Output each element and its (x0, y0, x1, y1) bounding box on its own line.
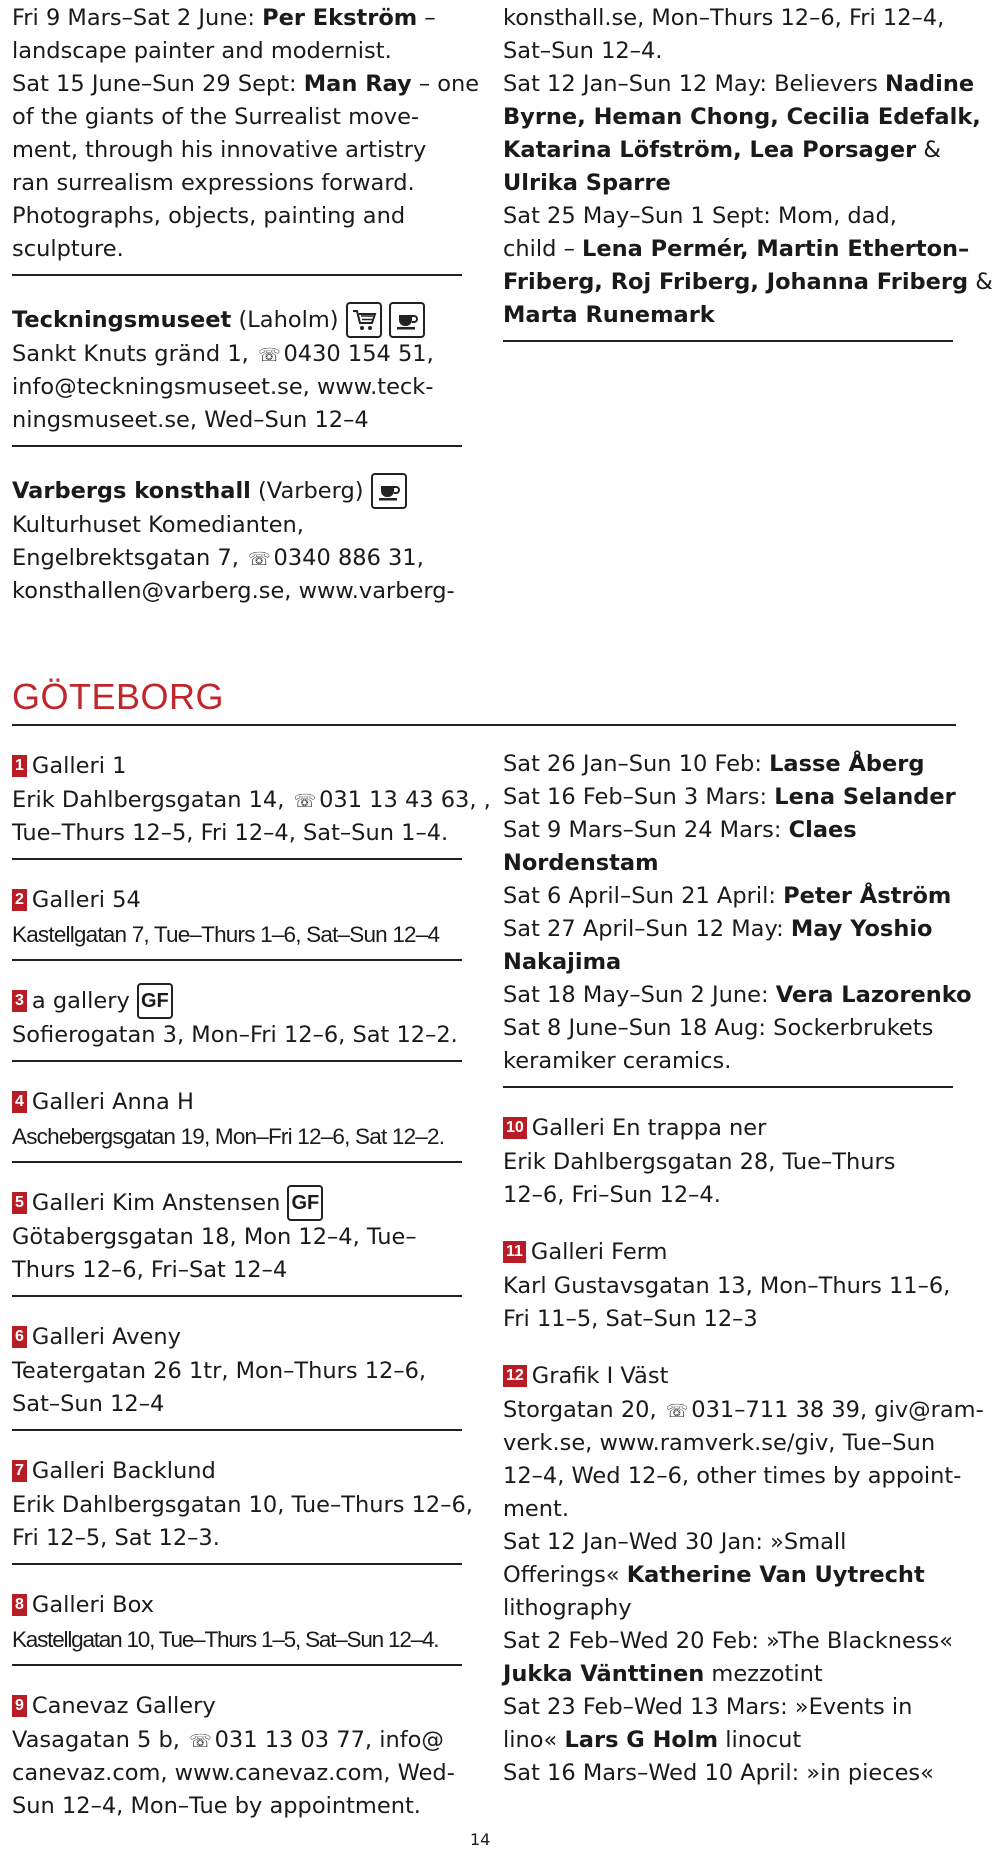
text-line (12, 2, 462, 35)
text-segment: & (968, 269, 993, 295)
text-segment: Sat 27 April–Sun 12 May: (503, 916, 791, 942)
artist-name: Per Ekström (262, 5, 418, 31)
text-segment: Thurs 12–6, Fri–Sat 12–4 (12, 1257, 288, 1283)
text-segment: Erik Dahlbergsgatan 28, Tue–Thurs (503, 1149, 896, 1175)
text-segment: ment, through his innovative artistry (12, 137, 427, 163)
artist-name: Vera Lazorenko (775, 982, 972, 1008)
gallery-heading (12, 882, 462, 918)
artist-name: Ulrika Sparre (503, 170, 671, 196)
text-segment: 0340 886 31, (273, 545, 424, 571)
text-segment: Sat 12 Jan–Sun 12 May: Believers (503, 71, 886, 97)
venue-name: Varbergs konsthall (12, 477, 251, 504)
gallery-number-badge: 8 (12, 1594, 27, 1616)
page-number: 14 (470, 1830, 491, 1849)
text-line (12, 1388, 462, 1421)
text-line (12, 1623, 462, 1656)
text-segment: Aschebergsgatan 19, Mon–Fri 12–6, Sat 12–2. (12, 1124, 445, 1149)
text-segment: info@teckningsmuseet.se, www.teck- (12, 374, 434, 400)
text-segment: Kastellgatan 10, Tue–Thurs 1–5, Sat–Sun 12–4. (12, 1627, 439, 1652)
gallery-entry (503, 1234, 953, 1358)
text-segment: Sat 8 June–Sun 18 Aug: Sockerbrukets (503, 1015, 934, 1041)
text-segment: Sat 25 May–Sun 1 Sept: Mom, dad, (503, 203, 897, 229)
text-line (503, 880, 953, 913)
gallery-entry (12, 983, 462, 1084)
text-line (503, 946, 953, 979)
text-line (503, 847, 953, 880)
varberg-exhibitions (503, 2, 993, 332)
text-line (503, 1658, 953, 1691)
gallery-name: Galleri Anna H (31, 1088, 194, 1115)
gallery-heading (12, 1084, 462, 1120)
teckningsmuseet-heading (12, 302, 462, 338)
text-line (503, 1146, 953, 1179)
gallery-heading (12, 1453, 462, 1489)
text-line (12, 1221, 462, 1254)
text-segment: canevaz.com, www.canevaz.com, Wed- (12, 1760, 455, 1786)
gallery-heading (503, 1358, 953, 1394)
text-segment: Erik Dahlbergsgatan 14, (12, 787, 292, 813)
text-line (503, 101, 981, 134)
gallery-heading (12, 1185, 462, 1221)
gallery-name: a gallery (31, 987, 130, 1014)
gallery-details (503, 1270, 953, 1336)
gallery-heading (12, 1587, 462, 1623)
text-line (503, 1303, 953, 1336)
gallery-number-badge: 4 (12, 1091, 27, 1113)
phone-icon: ☏ (257, 345, 281, 366)
gallery-heading (503, 1234, 953, 1270)
text-line (12, 404, 462, 437)
divider (503, 340, 953, 342)
text-segment: Kulturhuset Komedianten, (12, 512, 304, 538)
gallery-name: Galleri 1 (31, 752, 127, 779)
text-segment: Karl Gustavsgatan 13, Mon–Thurs 11–6, (503, 1273, 951, 1299)
text-line (503, 233, 970, 266)
artist-name: Nakajima (503, 949, 622, 975)
text-line (503, 1691, 953, 1724)
text-segment: linocut (718, 1727, 802, 1753)
gallery-number-badge: 11 (503, 1241, 526, 1263)
text-segment: 12–4, Wed 12–6, other times by appoint- (503, 1463, 962, 1489)
text-line (503, 1625, 953, 1658)
gallery-heading (12, 1319, 462, 1355)
venue-name: Teckningsmuseet (12, 306, 232, 333)
text-segment: Sat 16 Mars–Wed 10 April: »in pieces« (503, 1760, 934, 1786)
artist-name: Katarina Löfström, Lea Porsager (503, 137, 917, 163)
text-line (12, 167, 462, 200)
text-line (503, 1460, 962, 1493)
text-segment: Sat 15 June–Sun 29 Sept: (12, 71, 304, 97)
text-line (503, 1757, 953, 1790)
text-line (503, 1592, 953, 1625)
text-segment: ran surrealism expressions forward. (12, 170, 415, 196)
text-line (12, 1489, 473, 1522)
gallery-entry (12, 748, 491, 882)
phone-icon: ☏ (248, 549, 271, 570)
gallery-number-badge: 1 (12, 755, 27, 777)
text-line (12, 575, 462, 608)
text-line (12, 509, 462, 542)
text-line (503, 167, 953, 200)
text-segment: Fri 9 Mars–Sat 2 June: (12, 5, 263, 31)
text-segment: Engelbrektsgatan 7, (12, 545, 247, 571)
cafe-icon (371, 473, 407, 509)
text-segment: Teatergatan 26 1tr, Mon–Thurs 12–6, (12, 1358, 427, 1384)
text-segment: sculpture. (12, 236, 124, 262)
text-line (12, 101, 462, 134)
text-line (12, 1790, 462, 1823)
gallery-details (12, 1489, 473, 1555)
gallery-number-badge: 12 (503, 1365, 527, 1387)
gallery-heading (12, 983, 462, 1019)
gallery-details (12, 1623, 462, 1656)
text-line (503, 1559, 953, 1592)
text-line (503, 1526, 953, 1559)
text-segment: 0430 154 51, (283, 341, 434, 367)
text-line (503, 1493, 953, 1526)
text-line (12, 338, 462, 371)
gallery-number-badge: 5 (12, 1192, 27, 1214)
goteborg-left-column (12, 748, 491, 1845)
gallery-number-badge: 7 (12, 1460, 27, 1482)
teckningsmuseet-details (12, 338, 462, 437)
text-segment: mezzotint (704, 1661, 823, 1687)
gallery-details (12, 1120, 462, 1153)
text-segment: Sofierogatan 3, Mon–Fri 12–6, Sat 12–2. (12, 1022, 458, 1048)
text-segment: Götabergsgatan 18, Mon 12–4, Tue– (12, 1224, 417, 1250)
text-segment: verk.se, www.ramverk.se/giv, Tue–Sun (503, 1430, 936, 1456)
artist-name: Lasse Åberg (769, 751, 925, 777)
gallery-details (12, 1019, 462, 1052)
text-segment: Kastellgatan 7, Tue–Thurs 1–6, Sat–Sun 12–4 (12, 922, 440, 947)
text-line (503, 1045, 953, 1078)
text-line (12, 1724, 462, 1757)
text-segment: lino« (503, 1727, 565, 1753)
text-line (12, 1757, 462, 1790)
section-heading: GÖTEBORG (12, 676, 225, 717)
text-segment: of the giants of the Surrealist move- (12, 104, 420, 130)
gallery-name: Galleri Backlund (31, 1457, 216, 1484)
artist-name: Marta Runemark (503, 302, 715, 328)
gallery-heading (12, 748, 462, 784)
gf-icon: GF (137, 983, 173, 1019)
text-line (503, 913, 953, 946)
artist-name: Katherine Van Uytrecht (626, 1562, 925, 1588)
text-segment: Storgatan 20, (503, 1397, 664, 1423)
gallery-entry (12, 1587, 462, 1688)
text-segment: Sat–Sun 12–4 (12, 1391, 165, 1417)
text-line (503, 2, 953, 35)
phone-icon: ☏ (189, 1731, 212, 1752)
venue-location: (Varberg) (250, 477, 364, 504)
text-segment: Sat 23 Feb–Wed 13 Mars: »Events in (503, 1694, 913, 1720)
phone-icon: ☏ (665, 1401, 689, 1422)
gallery-number-badge: 10 (503, 1117, 527, 1139)
text-line (503, 1270, 953, 1303)
gallery-details (12, 1221, 462, 1287)
gallery-entry (12, 1688, 462, 1845)
text-line (503, 1394, 984, 1427)
gallery-entry (12, 1453, 473, 1587)
text-segment: ment. (503, 1496, 569, 1522)
text-segment: 031–711 38 39, giv@ram- (691, 1397, 984, 1423)
text-segment: landscape painter and modernist. (12, 38, 392, 64)
artist-name: Lena Permér, Martin Etherton– (581, 236, 970, 262)
gallery-entry (12, 1084, 462, 1185)
gallery-number-badge: 3 (12, 990, 27, 1012)
text-segment: & (916, 137, 941, 163)
artist-name: Nordenstam (503, 850, 659, 876)
gallery-details (503, 1146, 953, 1212)
text-segment: konsthallen@varberg.se, www.varberg- (12, 578, 455, 604)
section-divider (12, 724, 956, 726)
text-segment: Sat 2 Feb–Wed 20 Feb: »The Blackness« (503, 1628, 954, 1654)
artist-name: Jukka Vänttinen (503, 1661, 705, 1687)
gf-icon: GF (287, 1185, 323, 1221)
varberg-heading (12, 473, 462, 509)
gallery-name: Galleri Aveny (31, 1323, 181, 1350)
gallery-number-badge: 9 (12, 1695, 27, 1717)
gallery-number-badge: 6 (12, 1326, 27, 1348)
text-line (503, 200, 953, 233)
per-ekstrom-man-ray-listing (12, 2, 480, 266)
artist-name: May Yoshio (790, 916, 933, 942)
text-line (12, 542, 462, 575)
text-segment: Vasagatan 5 b, (12, 1727, 188, 1753)
text-line (12, 1355, 462, 1388)
text-line (12, 1522, 462, 1555)
text-segment: Offerings« (503, 1562, 627, 1588)
text-line (503, 781, 956, 814)
text-segment: konsthall.se, Mon–Thurs 12–6, Fri 12–4, (503, 5, 945, 31)
varberg-details (12, 509, 462, 608)
text-line (503, 134, 953, 167)
artist-name: Nadine (885, 71, 975, 97)
text-segment: child – (503, 236, 582, 262)
gallery-entry (503, 1358, 984, 1812)
gallery-heading (12, 1688, 462, 1724)
phone-icon: ☏ (293, 791, 317, 812)
text-line (12, 35, 462, 68)
text-line (503, 1724, 953, 1757)
text-segment: – (417, 5, 436, 31)
text-segment: Sun 12–4, Mon–Tue by appointment. (12, 1793, 421, 1819)
gallery-details (12, 1724, 462, 1823)
text-line (12, 371, 462, 404)
text-line (503, 748, 953, 781)
text-line (12, 784, 491, 817)
text-segment: Sat 9 Mars–Sun 24 Mars: (503, 817, 789, 843)
galleri-exhibitions (503, 748, 972, 1078)
top-left-column (12, 2, 480, 608)
gallery-heading (503, 1110, 953, 1146)
text-line (12, 200, 462, 233)
text-segment: Tue–Thurs 12–5, Fri 12–4, Sat–Sun 1–4. (12, 820, 449, 846)
text-line (503, 299, 953, 332)
gallery-name: Galleri Box (31, 1591, 154, 1618)
goteborg-right-column (503, 748, 984, 1812)
gallery-name: Galleri En trappa ner (531, 1114, 767, 1141)
artist-name: Lena Selander (774, 784, 956, 810)
text-segment: ningsmuseet.se, Wed–Sun 12–4 (12, 407, 369, 433)
text-segment: Fri 12–5, Sat 12–3. (12, 1525, 220, 1551)
text-segment: Erik Dahlbergsgatan 10, Tue–Thurs 12–6, (12, 1492, 473, 1518)
text-line (12, 68, 480, 101)
gallery-details (12, 784, 491, 850)
text-segment: Sankt Knuts gränd 1, (12, 341, 256, 367)
cafe-icon (389, 302, 425, 338)
artist-name: Man Ray (303, 71, 412, 97)
top-right-column (503, 2, 993, 342)
artist-name: Lars G Holm (564, 1727, 719, 1753)
text-segment: Sat 18 May–Sun 2 June: (503, 982, 776, 1008)
text-segment: Sat 12 Jan–Wed 30 Jan: »Small (503, 1529, 847, 1555)
gallery-name: Canevaz Gallery (31, 1692, 216, 1719)
text-segment: lithography (503, 1595, 632, 1621)
artist-name: Byrne, Heman Chong, Cecilia Edefalk, (503, 104, 981, 130)
text-line (12, 1120, 462, 1153)
gallery-details (503, 1394, 984, 1790)
text-segment: Sat 26 Jan–Sun 10 Feb: (503, 751, 770, 777)
gallery-details (12, 918, 462, 951)
venue-location: (Laholm) (231, 306, 339, 333)
artist-name: Friberg, Roj Friberg, Johanna Friberg (503, 269, 969, 295)
gallery-number-badge: 2 (12, 889, 27, 911)
gallery-name: Galleri Ferm (530, 1238, 668, 1265)
text-segment: keramiker ceramics. (503, 1048, 732, 1074)
text-line (12, 1254, 462, 1287)
text-line (503, 814, 953, 847)
shop-icon (346, 302, 382, 338)
text-line (503, 1012, 953, 1045)
artist-name: Claes (788, 817, 857, 843)
gallery-entry (503, 1110, 953, 1234)
gallery-entry (12, 882, 462, 983)
text-line (503, 35, 953, 68)
text-line (503, 1427, 953, 1460)
gallery-entry (12, 1319, 462, 1453)
text-segment: 031 13 43 63, , (319, 787, 491, 813)
text-segment: 12–6, Fri–Sun 12–4. (503, 1182, 721, 1208)
text-segment: Fri 11–5, Sat–Sun 12–3 (503, 1306, 758, 1332)
text-line (12, 817, 462, 850)
gallery-entry (12, 1185, 462, 1319)
text-segment: – one (411, 71, 480, 97)
text-line (12, 1019, 462, 1052)
text-segment: 031 13 03 77, info@ (214, 1727, 444, 1753)
text-line (503, 979, 972, 1012)
gallery-name: Grafik I Väst (531, 1362, 669, 1389)
text-line (503, 68, 975, 101)
artist-name: Peter Åström (783, 883, 952, 909)
text-segment: Photographs, objects, painting and (12, 203, 406, 229)
gallery-details (12, 1355, 462, 1421)
text-line (12, 134, 462, 167)
text-line (12, 233, 462, 266)
text-line (12, 918, 462, 951)
text-segment: Sat–Sun 12–4. (503, 38, 663, 64)
gallery-name: Galleri 54 (31, 886, 141, 913)
text-segment: Sat 16 Feb–Sun 3 Mars: (503, 784, 775, 810)
text-line (503, 266, 993, 299)
text-segment: Sat 6 April–Sun 21 April: (503, 883, 784, 909)
text-line (503, 1179, 953, 1212)
gallery-name: Galleri Kim Anstensen (31, 1189, 281, 1216)
